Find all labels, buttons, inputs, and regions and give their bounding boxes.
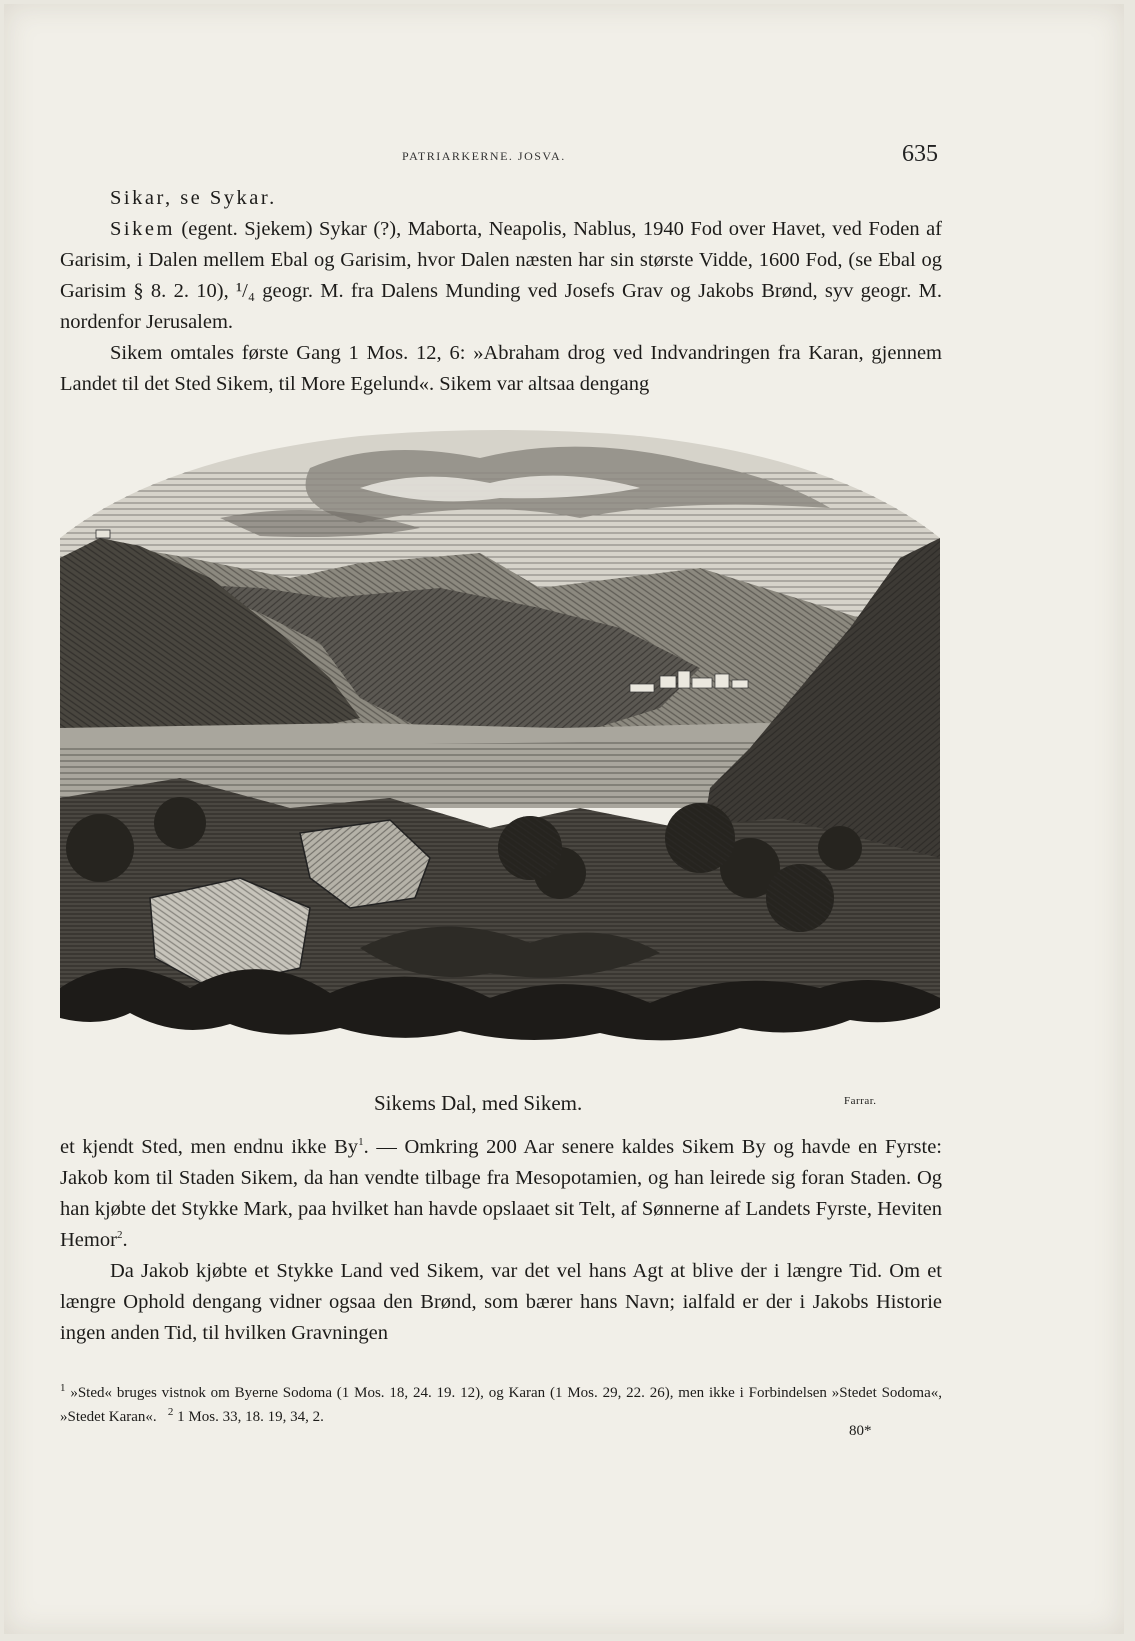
text-block-top — [60, 183, 942, 400]
paragraph-sikem-entry — [60, 214, 942, 338]
footnote-1-text: »Sted« bruges vistnok om Byerne Sodoma (1 Mos. 18, 24. 19. 12), og Karan (1 Mos. 29, 22. 26), men ikke i Forbindelsen »Stedet Sodoma«, »Stedet Karan«. — [60, 1385, 943, 1425]
footnote-marker-1: 1 — [60, 1382, 66, 1394]
footnote-2-text: 1 Mos. 33, 18. 19, 34, 2. — [177, 1409, 324, 1425]
paragraph-first-mention: Sikem omtales første Gang 1 Mos. 12, 6: »Abraham drog ved Indvandringen fra Karan, gjennem Landet til det Sted Sikem, til More Egelund«. Sikem var altsaa dengang — [60, 342, 942, 395]
footnotes — [60, 1381, 942, 1429]
artist-credit: Farrar. — [844, 1095, 877, 1107]
text-block-bottom — [60, 1132, 942, 1349]
page-header — [4, 141, 1124, 167]
footnote-ref-1: 1 — [358, 1136, 364, 1149]
running-head: PATRIARKERNE. JOSVA. — [402, 149, 566, 163]
engraving-image — [60, 428, 940, 1083]
illustration-caption: Sikems Dal, med Sikem. — [374, 1091, 583, 1115]
footnote-line — [60, 1381, 942, 1429]
engraving-sikem-valley — [60, 428, 940, 1083]
entry-title-sikem: Sikem — [110, 218, 175, 240]
footnote-ref-2: 2 — [116, 1229, 123, 1242]
paragraph-jakob-sikem: et kjendt Sted, men endnu ikke By$^1$. — Omkring 200 Aar senere kaldes Sikem By og havde en Fyrste: Jakob kom til Staden Sikem, da han vendte tilbage fra Mesopotamien, og han leirede sig foran Staden. Og han kjøbte det Stykke Mark, paa hvilket han havde opslaaet sit Telt, af Sønnerne af Landets Fyrste, Heviten Hemor$^2$. — [60, 1136, 943, 1251]
entry-body-sikem: (egent. Sjekem) Sykar (?), Maborta, Neapolis, Nablus, 1940 Fod over Havet, ved Foden af Garisim, i Dalen mellem Ebal og Garisim, hvor Dalen næsten har sin største Vidde, 1600 Fod, (se Ebal og Garisim § 8. 2. 10), ¹/₄ geogr. M. fra Dalens Munding ved Josefs Grav og Jakobs Brønd, syv geogr. M. nordenfor Jerusalem. — [60, 218, 942, 333]
signature-mark: 80* — [849, 1423, 872, 1439]
page-number: 635 — [902, 141, 938, 167]
page-sheet — [4, 4, 1124, 1634]
footnote-marker-2: 2 — [167, 1406, 174, 1418]
paragraph-jakob-land: Da Jakob kjøbte et Stykke Land ved Sikem, var det vel hans Agt at blive der i længre Tid. Om et længre Ophold dengang vidner ogsaa den Brønd, som bærer hans Navn; ialfald er der i Jakobs Historie ingen anden Tid, til hvilken Gravningen — [60, 1260, 942, 1344]
paragraph-sikar: Sikar, se Sykar. — [110, 187, 277, 209]
